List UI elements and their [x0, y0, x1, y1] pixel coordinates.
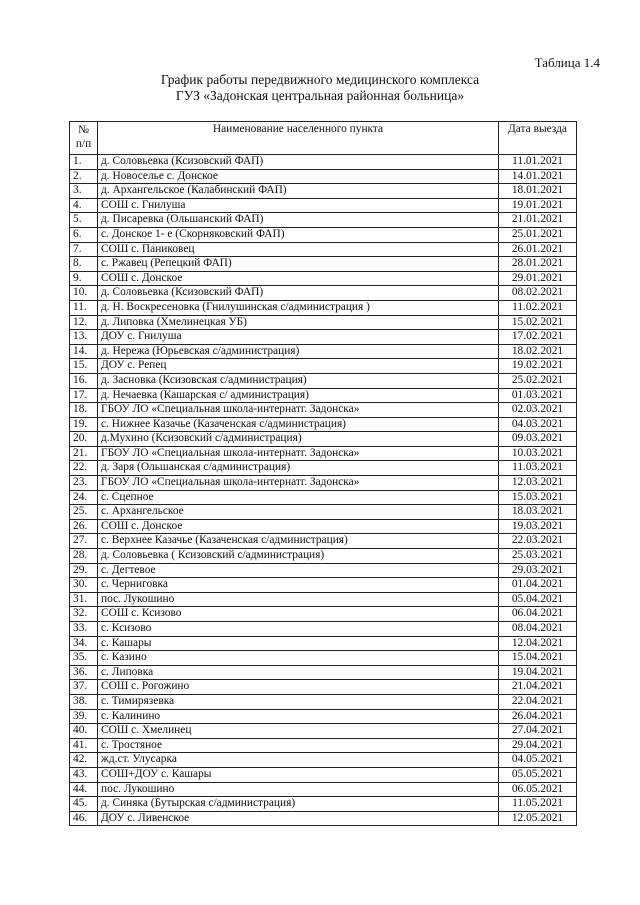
table-row	[70, 227, 577, 242]
table-row	[70, 271, 577, 286]
visit-date-cell: 25.01.2021	[499, 227, 577, 242]
row-number-cell: 7.	[70, 242, 98, 257]
settlement-name-cell: с. Дегтевое	[98, 563, 499, 578]
visit-date-cell: 08.04.2021	[499, 622, 577, 637]
table-row	[70, 680, 577, 695]
visit-date-cell: 10.03.2021	[499, 446, 577, 461]
settlement-name-cell: ДОУ с. Репец	[98, 359, 499, 374]
visit-date-cell: 19.04.2021	[499, 665, 577, 680]
visit-date-cell: 26.04.2021	[499, 709, 577, 724]
row-number-cell: 21.	[70, 446, 98, 461]
table-row	[70, 257, 577, 272]
table-row	[70, 330, 577, 345]
row-number-cell: 8.	[70, 257, 98, 272]
settlement-name-cell: с. Архангельское	[98, 505, 499, 520]
table-row	[70, 432, 577, 447]
table-row	[70, 738, 577, 753]
row-number-cell: 16.	[70, 373, 98, 388]
row-number-cell: 22.	[70, 461, 98, 476]
row-number-cell: 39.	[70, 709, 98, 724]
settlement-name-cell: д. Нечаевка (Кашарская с/ администрация)	[98, 388, 499, 403]
visit-date-cell: 12.04.2021	[499, 636, 577, 651]
table-row	[70, 709, 577, 724]
settlement-name-cell: пос. Лукошино	[98, 782, 499, 797]
column-header-number-line-2: п/п	[75, 138, 92, 150]
table-row	[70, 490, 577, 505]
table-row	[70, 563, 577, 578]
table-row	[70, 767, 577, 782]
row-number-cell: 33.	[70, 622, 98, 637]
table-row	[70, 417, 577, 432]
visit-date-cell: 29.04.2021	[499, 738, 577, 753]
visit-date-cell: 19.03.2021	[499, 519, 577, 534]
visit-date-cell: 06.05.2021	[499, 782, 577, 797]
table-header-row	[70, 122, 577, 155]
table-row	[70, 519, 577, 534]
settlement-name-cell: с. Сцепное	[98, 490, 499, 505]
row-number-cell: 26.	[70, 519, 98, 534]
settlement-name-cell: д. Соловьевка (Ксизовский ФАП)	[98, 155, 499, 170]
row-number-cell: 20.	[70, 432, 98, 447]
visit-date-cell: 14.01.2021	[499, 169, 577, 184]
table-row	[70, 753, 577, 768]
row-number-cell: 10.	[70, 286, 98, 301]
row-number-cell: 13.	[70, 330, 98, 345]
row-number-cell: 43.	[70, 767, 98, 782]
visit-date-cell: 18.03.2021	[499, 505, 577, 520]
visit-date-cell: 21.01.2021	[499, 213, 577, 228]
row-number-cell: 41.	[70, 738, 98, 753]
settlement-name-cell: СОШ с. Рогожино	[98, 680, 499, 695]
visit-date-cell: 18.01.2021	[499, 184, 577, 199]
settlement-name-cell: ГБОУ ЛО «Специальная школа-интернатг. Задонска»	[98, 446, 499, 461]
table-row	[70, 607, 577, 622]
settlement-name-cell: с. Ксизово	[98, 622, 499, 637]
table-row	[70, 797, 577, 812]
visit-date-cell: 05.04.2021	[499, 592, 577, 607]
table-label: Таблица 1.4	[534, 55, 600, 70]
visit-date-cell: 12.05.2021	[499, 811, 577, 826]
schedule-table	[69, 121, 577, 826]
table-row	[70, 155, 577, 170]
settlement-name-cell: с. Калинино	[98, 709, 499, 724]
row-number-cell: 15.	[70, 359, 98, 374]
settlement-name-cell: СОШ+ДОУ с. Кашары	[98, 767, 499, 782]
visit-date-cell: 25.02.2021	[499, 373, 577, 388]
table-row	[70, 184, 577, 199]
table-row	[70, 811, 577, 826]
settlement-name-cell: с. Нижнее Казачье (Казаченская с/администрация)	[98, 417, 499, 432]
row-number-cell: 44.	[70, 782, 98, 797]
visit-date-cell: 01.03.2021	[499, 388, 577, 403]
table-row	[70, 359, 577, 374]
visit-date-cell: 04.05.2021	[499, 753, 577, 768]
visit-date-cell: 21.04.2021	[499, 680, 577, 695]
settlement-name-cell: д. Н. Воскресеновка (Гнилушинская с/администрация )	[98, 300, 499, 315]
settlement-name-cell: д. Писаревка (Ольшанский ФАП)	[98, 213, 499, 228]
row-number-cell: 30.	[70, 578, 98, 593]
settlement-name-cell: пос. Лукошино	[98, 592, 499, 607]
table-row	[70, 636, 577, 651]
table-row	[70, 300, 577, 315]
row-number-cell: 18.	[70, 403, 98, 418]
row-number-cell: 9.	[70, 271, 98, 286]
table-row	[70, 651, 577, 666]
settlement-name-cell: с. Казино	[98, 651, 499, 666]
row-number-cell: 35.	[70, 651, 98, 666]
row-number-cell: 28.	[70, 549, 98, 564]
visit-date-cell: 26.01.2021	[499, 242, 577, 257]
settlement-name-cell: д. Синяка (Бутырская с/администрация)	[98, 797, 499, 812]
visit-date-cell: 11.03.2021	[499, 461, 577, 476]
settlement-name-cell: СОШ с. Донское	[98, 519, 499, 534]
row-number-cell: 4.	[70, 198, 98, 213]
visit-date-cell: 22.03.2021	[499, 534, 577, 549]
settlement-name-cell: д. Соловьевка ( Ксизовский с/администрация)	[98, 549, 499, 564]
visit-date-cell: 19.02.2021	[499, 359, 577, 374]
visit-date-cell: 02.03.2021	[499, 403, 577, 418]
settlement-name-cell: жд.ст. Улусарка	[98, 753, 499, 768]
row-number-cell: 42.	[70, 753, 98, 768]
visit-date-cell: 27.04.2021	[499, 724, 577, 739]
table-row	[70, 665, 577, 680]
visit-date-cell: 01.04.2021	[499, 578, 577, 593]
table-row	[70, 446, 577, 461]
settlement-name-cell: д. Архангельское (Калабинский ФАП)	[98, 184, 499, 199]
settlement-name-cell: СОШ с. Донское	[98, 271, 499, 286]
row-number-cell: 34.	[70, 636, 98, 651]
row-number-cell: 12.	[70, 315, 98, 330]
table-row	[70, 169, 577, 184]
row-number-cell: 24.	[70, 490, 98, 505]
row-number-cell: 46.	[70, 811, 98, 826]
settlement-name-cell: д.Мухино (Ксизовский с/администрация)	[98, 432, 499, 447]
visit-date-cell: 22.04.2021	[499, 694, 577, 709]
visit-date-cell: 11.01.2021	[499, 155, 577, 170]
settlement-name-cell: с. Тростяное	[98, 738, 499, 753]
settlement-name-cell: д. Нережа (Юрьевская с/администрация)	[98, 344, 499, 359]
table-row	[70, 549, 577, 564]
visit-date-cell: 05.05.2021	[499, 767, 577, 782]
row-number-cell: 2.	[70, 169, 98, 184]
settlement-name-cell: с. Кашары	[98, 636, 499, 651]
table-row	[70, 388, 577, 403]
settlement-name-cell: с. Донское 1- е (Скорняковский ФАП)	[98, 227, 499, 242]
document-title-line-1: График работы передвижного медицинского комплекса	[160, 72, 480, 87]
table-row	[70, 344, 577, 359]
table-row	[70, 782, 577, 797]
table-row	[70, 242, 577, 257]
settlement-name-cell: с. Черниговка	[98, 578, 499, 593]
column-header-number-line-1: №	[78, 124, 89, 136]
row-number-cell: 27.	[70, 534, 98, 549]
settlement-name-cell: с. Верхнее Казачье (Казаченская с/администрация)	[98, 534, 499, 549]
row-number-cell: 17.	[70, 388, 98, 403]
settlement-name-cell: ДОУ с. Ливенское	[98, 811, 499, 826]
row-number-cell: 5.	[70, 213, 98, 228]
row-number-cell: 1.	[70, 155, 98, 170]
row-number-cell: 23.	[70, 476, 98, 491]
visit-date-cell: 06.04.2021	[499, 607, 577, 622]
table-body	[70, 155, 577, 826]
settlement-name-cell: СОШ с. Гнилуша	[98, 198, 499, 213]
visit-date-cell: 11.02.2021	[499, 300, 577, 315]
row-number-cell: 14.	[70, 344, 98, 359]
row-number-cell: 31.	[70, 592, 98, 607]
visit-date-cell: 11.05.2021	[499, 797, 577, 812]
table-row	[70, 286, 577, 301]
settlement-name-cell: ДОУ с. Гнилуша	[98, 330, 499, 345]
column-header-name: Наименование населенного пункта	[98, 122, 499, 155]
visit-date-cell: 19.01.2021	[499, 198, 577, 213]
visit-date-cell: 08.02.2021	[499, 286, 577, 301]
table-row	[70, 198, 577, 213]
settlement-name-cell: СОШ с. Хмелинец	[98, 724, 499, 739]
row-number-cell: 3.	[70, 184, 98, 199]
visit-date-cell: 25.03.2021	[499, 549, 577, 564]
row-number-cell: 37.	[70, 680, 98, 695]
table-row	[70, 592, 577, 607]
table-row	[70, 578, 577, 593]
table-row	[70, 315, 577, 330]
table-row	[70, 724, 577, 739]
row-number-cell: 45.	[70, 797, 98, 812]
row-number-cell: 29.	[70, 563, 98, 578]
table-row	[70, 622, 577, 637]
visit-date-cell: 18.02.2021	[499, 344, 577, 359]
column-header-number	[70, 122, 98, 155]
column-header-date: Дата выезда	[499, 122, 577, 155]
table-row	[70, 476, 577, 491]
visit-date-cell: 15.03.2021	[499, 490, 577, 505]
settlement-name-cell: д. Засновка (Ксизовская с/администрация)	[98, 373, 499, 388]
row-number-cell: 40.	[70, 724, 98, 739]
visit-date-cell: 15.04.2021	[499, 651, 577, 666]
settlement-name-cell: ГБОУ ЛО «Специальная школа-интернатг. Задонска»	[98, 476, 499, 491]
row-number-cell: 25.	[70, 505, 98, 520]
settlement-name-cell: д. Соловьевка (Ксизовский ФАП)	[98, 286, 499, 301]
table-row	[70, 403, 577, 418]
settlement-name-cell: СОШ с. Паниковец	[98, 242, 499, 257]
row-number-cell: 32.	[70, 607, 98, 622]
visit-date-cell: 15.02.2021	[499, 315, 577, 330]
visit-date-cell: 12.03.2021	[499, 476, 577, 491]
settlement-name-cell: д. Заря (Ольшанская с/администрация)	[98, 461, 499, 476]
settlement-name-cell: ГБОУ ЛО «Специальная школа-интернатг. Задонска»	[98, 403, 499, 418]
table-row	[70, 694, 577, 709]
settlement-name-cell: СОШ с. Ксизово	[98, 607, 499, 622]
row-number-cell: 19.	[70, 417, 98, 432]
row-number-cell: 38.	[70, 694, 98, 709]
table-row	[70, 373, 577, 388]
visit-date-cell: 04.03.2021	[499, 417, 577, 432]
settlement-name-cell: с. Ржавец (Репецкий ФАП)	[98, 257, 499, 272]
settlement-name-cell: с. Липовка	[98, 665, 499, 680]
row-number-cell: 6.	[70, 227, 98, 242]
visit-date-cell: 29.03.2021	[499, 563, 577, 578]
visit-date-cell: 29.01.2021	[499, 271, 577, 286]
document-title-line-2: ГУЗ «Задонская центральная районная больница»	[175, 88, 465, 103]
visit-date-cell: 09.03.2021	[499, 432, 577, 447]
table-row	[70, 534, 577, 549]
table-row	[70, 505, 577, 520]
settlement-name-cell: с. Тимирязевка	[98, 694, 499, 709]
table-row	[70, 461, 577, 476]
settlement-name-cell: д. Липовка (Хмелинецкая УБ)	[98, 315, 499, 330]
table-row	[70, 213, 577, 228]
row-number-cell: 36.	[70, 665, 98, 680]
settlement-name-cell: д. Новоселье с. Донское	[98, 169, 499, 184]
visit-date-cell: 28.01.2021	[499, 257, 577, 272]
visit-date-cell: 17.02.2021	[499, 330, 577, 345]
row-number-cell: 11.	[70, 300, 98, 315]
